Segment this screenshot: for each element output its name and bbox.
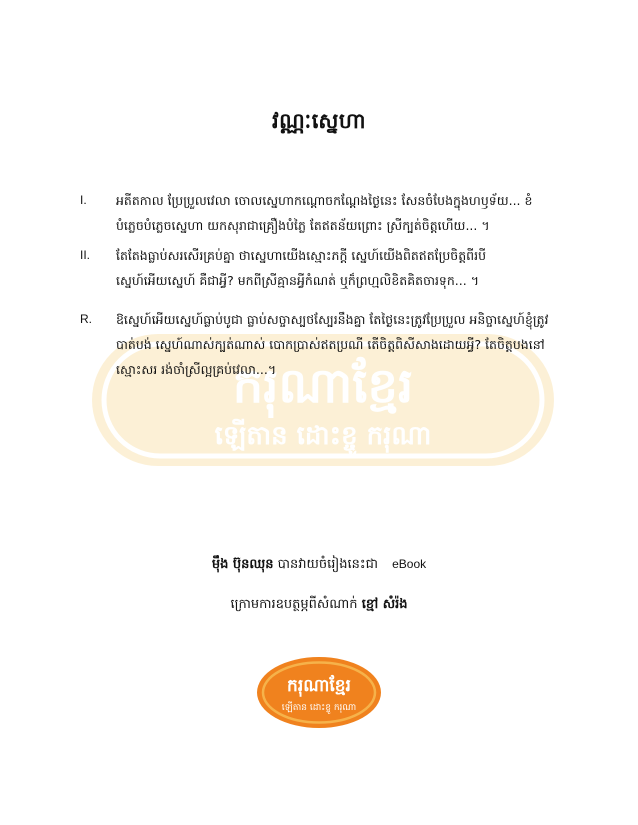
verse-marker: R. [80, 312, 92, 326]
typist-credit [0, 556, 638, 575]
verse-text: អតីតកាល ប្រែប្រួលវេលា ចោលស្នេហាកណ្តោចកណ្តែងថ្ងៃនេះ សែនចំបែងក្នុងហឫទ័យ... ខំបំភ្លេចបំភ្លេចស្នេហា យកសុរាជាគ្រឿងបំភ្លៃ តែឥតន័យព្រោះ ស្រីក្បត់ចិត្តហើយ... ។ [116, 193, 533, 233]
verse-2 [80, 243, 560, 293]
typist-text: បានវាយចំរៀងនេះជា [277, 557, 378, 572]
verse-text: តែតែងធ្លាប់សរសើរគ្រប់គ្នា ថាស្នេហាយើងស្មោះភក្តី ស្នេហ៍យើងពិតឥតប្រែចិត្តពីរបី ស្នេហ៍អើយស្នេហ៍ គឺជាអ្វី? មកពីស្រីគ្មានអ្វីកំណត់ ឬក៏ព្រហ្មលិខិតគិតចារទុក... ។ [116, 248, 487, 288]
sponsor-name: ខ្មៅ សំរ៉ង [361, 597, 408, 612]
watermark-main-text: ករុណាខ្មែរ [232, 358, 414, 414]
logo-sub-text: ឡើតាន ដោះខ្ចូ ករុណា [281, 703, 357, 713]
verse-1 [80, 188, 560, 238]
sponsor-text: ក្រោមការឧបត្ថម្ភពីសំណាក់ [230, 597, 358, 612]
refrain [80, 307, 560, 382]
format-label: eBook [392, 557, 427, 571]
sponsor-credit [0, 596, 638, 615]
document-title: វណ្ណៈស្នេហា [271, 109, 367, 133]
verse-marker: II. [80, 248, 91, 262]
watermark-sub-text: ឡើតាន ដោះខ្ចូ ករុណា [214, 421, 432, 451]
brand-logo [255, 655, 383, 730]
logo-main-text: ករុណាខ្មែរ [287, 676, 351, 696]
verse-marker: I. [80, 193, 87, 207]
verse-text: ឱស្នេហ៍អើយស្នេហ៍ធ្លាប់បូជា ធ្លាប់សច្ចាស្បថស្បែរនឹងគ្នា តែថ្ងៃនេះត្រូវប្រែប្រួល អនិច្ចាស្នេហ៍ខ្ញុំត្រូវបាត់បង់ ស្នេហ៍ណាស់ក្បត់ណាស់ បោកប្រាស់ឥតប្រណី តើចិត្តពិសីសាងដោយអ្វី? តែចិត្តបងនៅស្មោះសរ រង់ចាំស្រីល្អគ្រប់វេលា...។ [116, 312, 549, 377]
typist-name: ម៉ឹង ប៊ុនឈុន [211, 557, 274, 572]
